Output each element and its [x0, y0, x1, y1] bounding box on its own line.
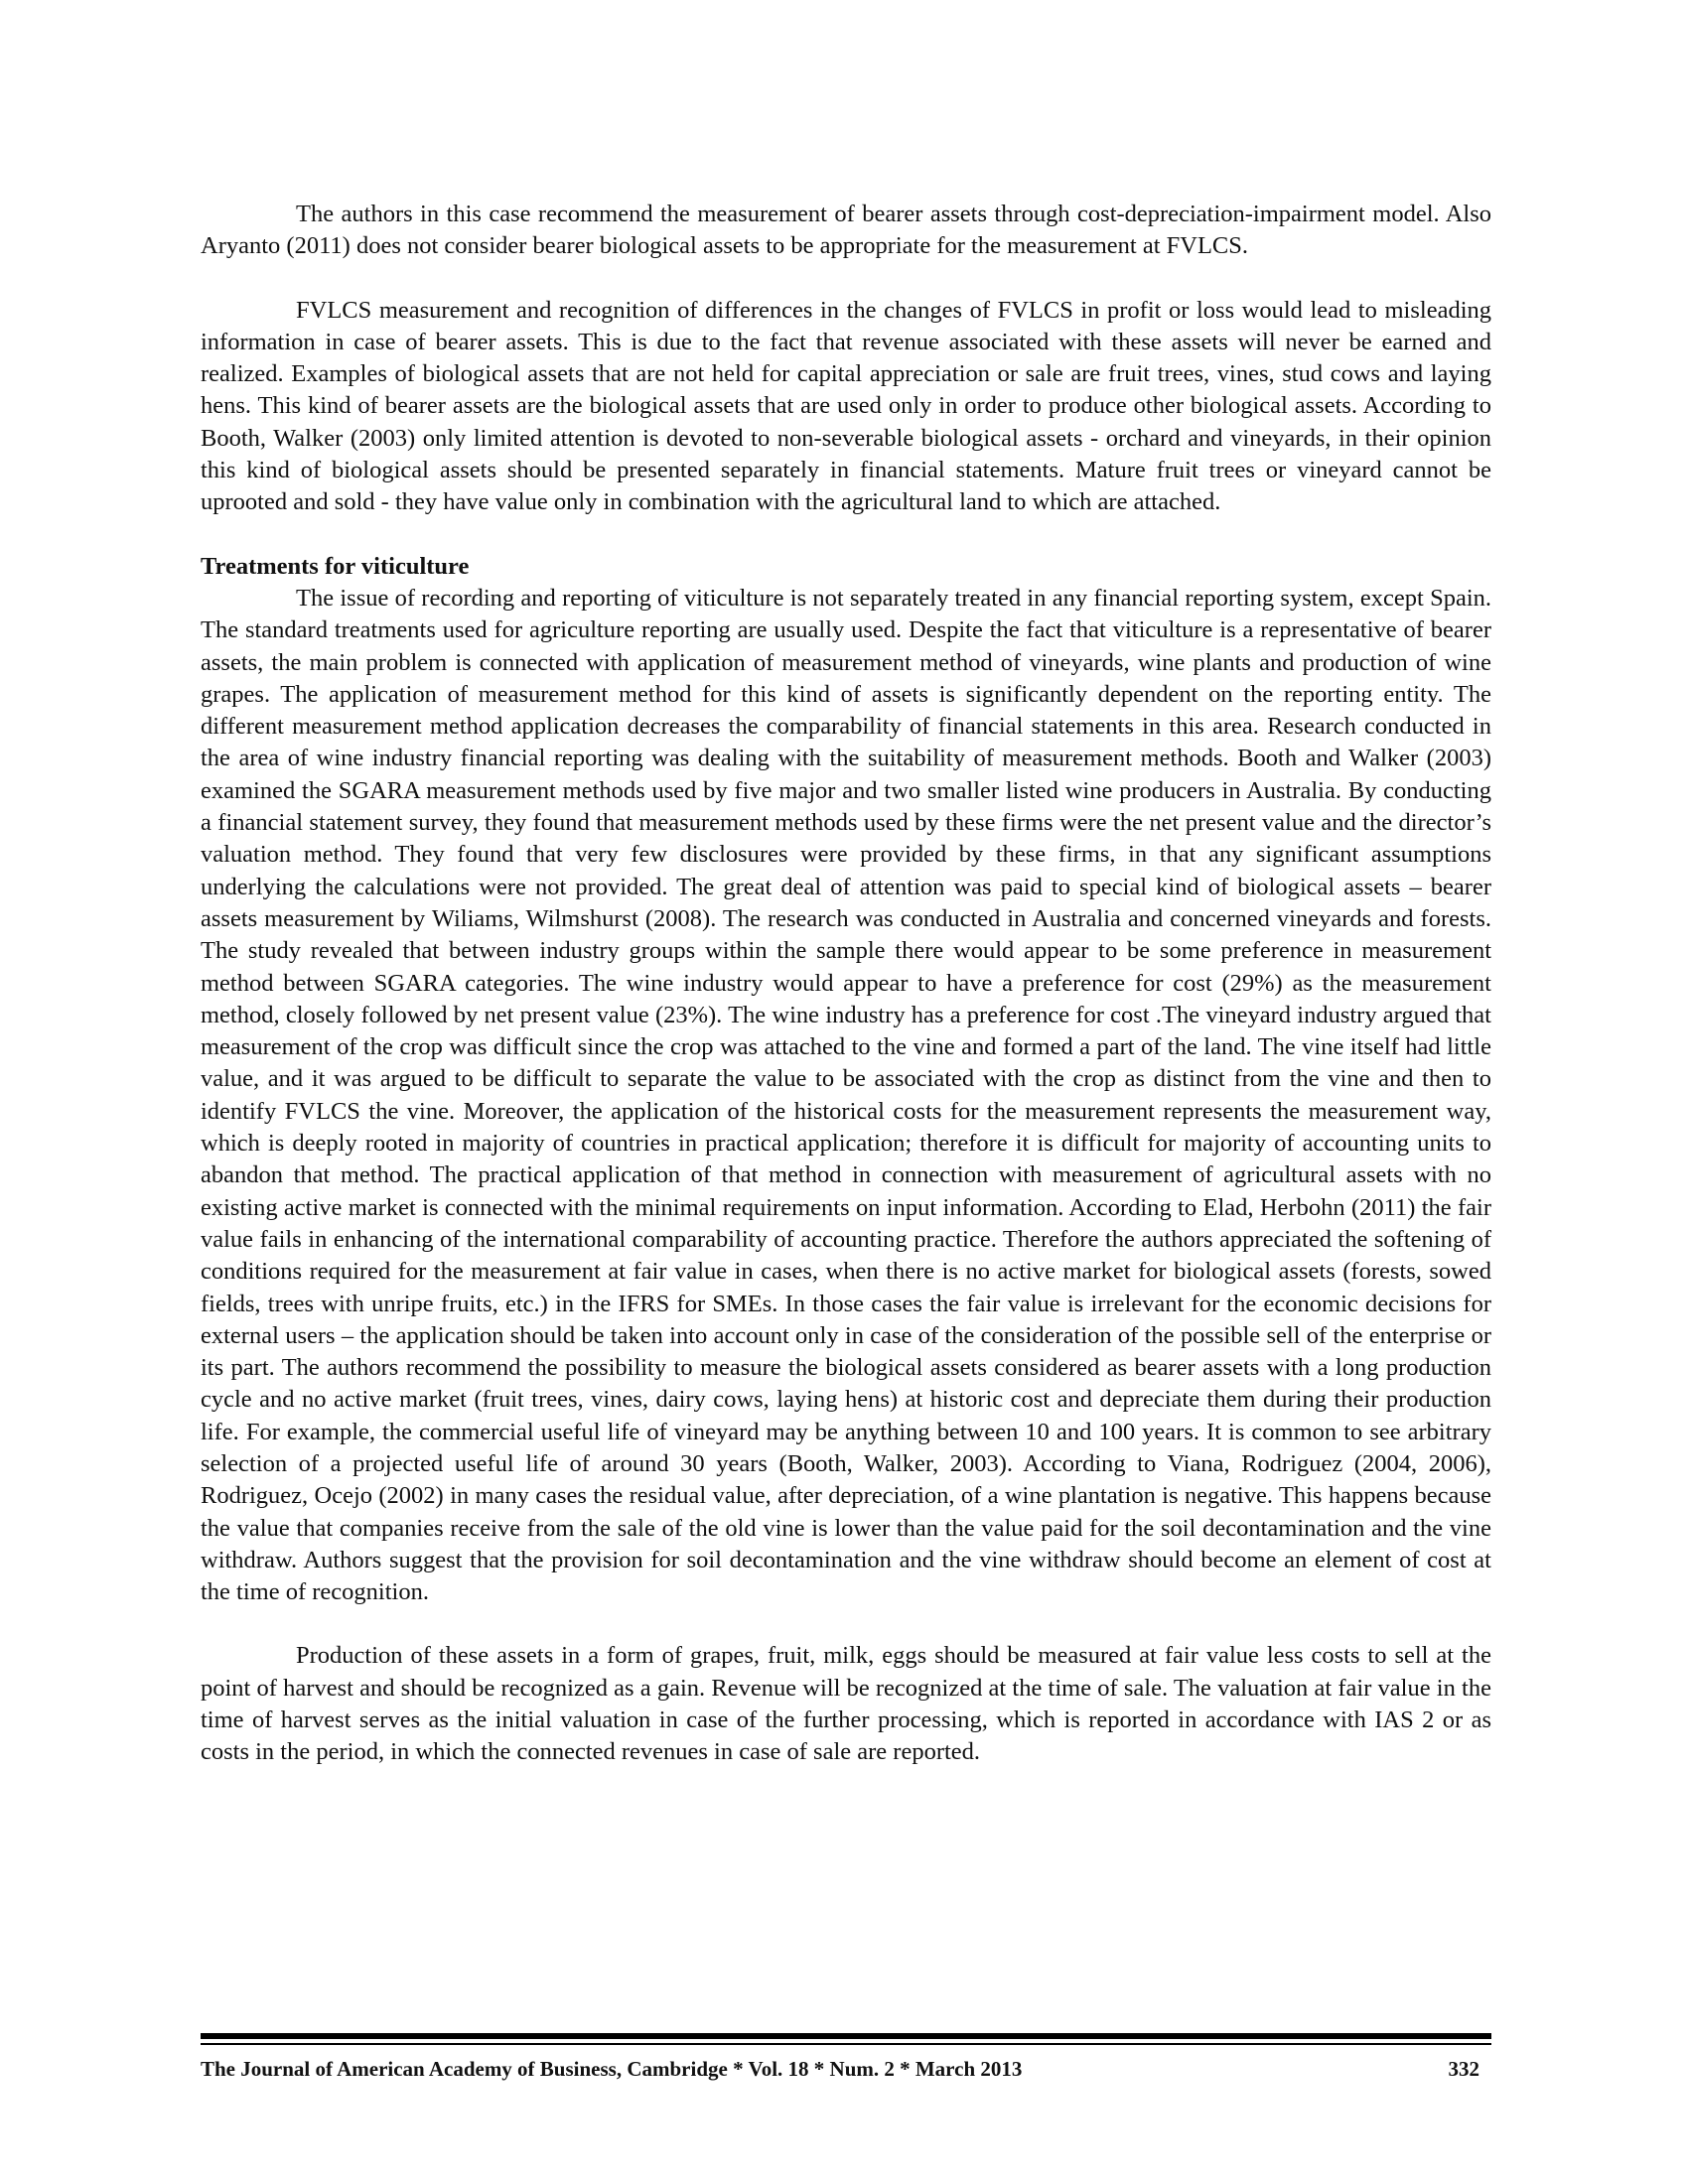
page-number: 332	[1448, 2057, 1479, 2081]
body-paragraph-1: The authors in this case recommend the measurement of bearer assets through cost-depreciation-impairment model. Also Aryanto (2011) does not consider bearer biological assets to be appropriate for the measurement at FVLCS.	[201, 201, 1491, 260]
footer-rule-thick	[201, 2033, 1491, 2039]
body-paragraph-2: FVLCS measurement and recognition of differences in the changes of FVLCS in profit or loss would lead to misleading information in case of bearer assets. This is due to the fact that revenue associated with these assets will never be earned and realized. Examples of biological assets that are not held for capital appreciation or sale are fruit trees, vines, stud cows and laying hens. This kind of bearer assets are the biological assets that are used only in order to produce other biological assets. According to Booth, Walker (2003) only limited attention is devoted to non-severable biological assets - orchard and vineyards, in their opinion this kind of biological assets should be presented separately in financial statements. Mature fruit trees or vineyard cannot be uprooted and sold - they have value only in combination with the agricultural land to which are attached.	[201, 296, 1491, 516]
journal-citation: The Journal of American Academy of Business, Cambridge * Vol. 18 * Num. 2 * March 2013	[201, 2057, 1023, 2081]
section-paragraph-1: The issue of recording and reporting of viticulture is not separately treated in any financial reporting system, except Spain. The standard treatments used for agriculture reporting are usually used. Despite the fact that viticulture is a representative of bearer assets, the main problem is connected with application of measurement method of vineyards, wine plants and production of wine grapes. The application of measurement method for this kind of assets is significantly dependent on the reporting entity. The different measurement method application decreases the comparability of financial statements in this area. Research conducted in the area of wine industry financial reporting was dealing with the suitability of measurement methods. Booth and Walker (2003) examined the SGARA measurement methods used by five major and two smaller listed wine producers in Australia. By conducting a financial statement survey, they found that measurement methods used by these firms were the net present value and the director’s valuation method. They found that very few disclosures were provided by these firms, in that any significant assumptions underlying the calculations were not provided. The great deal of attention was paid to special kind of biological assets – bearer assets measurement by Wiliams, Wilmshurst (2008). The research was conducted in Australia and concerned vineyards and forests. The study revealed that between industry groups within the sample there would appear to be some preference in measurement method between SGARA categories. The wine industry would appear to have a preference for cost (29%) as the measurement method, closely followed by net present value (23%). The wine industry has a preference for cost .The vineyard industry argued that measurement of the crop was difficult since the crop was attached to the vine and formed a part of the land. The vine itself had little value, and it was argued to be difficult to separate the value to be associated with the crop as distinct from the vine and then to identify FVLCS the vine. Moreover, the application of the historical costs for the measurement represents the measurement way, which is deeply rooted in majority of countries in practical application; therefore it is difficult for majority of accounting units to abandon that method. The practical application of that method in connection with measurement of agricultural assets with no existing active market is connected with the minimal requirements on input information. According to Elad, Herbohn (2011) the fair value fails in enhancing of the international comparability of accounting practice. Therefore the authors appreciated the softening of conditions required for the measurement at fair value in cases, when there is no active market for biological assets (forests, sowed fields, trees with unripe fruits, etc.) in the IFRS for SMEs. In those cases the fair value is irrelevant for the economic decisions for external users – the application should be taken into account only in case of the consideration of the possible sell of the enterprise or its part. The authors recommend the possibility to measure the biological assets considered as bearer assets with a long production cycle and no active market (fruit trees, vines, dairy cows, laying hens) at historic cost and depreciate them during their production life. For example, the commercial useful life of vineyard may be anything between 10 and 100 years. It is common to see arbitrary selection of a projected useful life of around 30 years (Booth, Walker, 2003). According to Viana, Rodriguez (2004, 2006), Rodriguez, Ocejo (2002) in many cases the residual value, after depreciation, of a wine plantation is negative. This happens because the value that companies receive from the sale of the old vine is lower than the value paid for the soil decontamination and the vine withdraw. Authors suggest that the provision for soil decontamination and the vine withdraw should become an element of cost at the time of recognition.	[201, 584, 1491, 1606]
section-paragraph-2: Production of these assets in a form of grapes, fruit, milk, eggs should be measured at fair value less costs to sell at the point of harvest and should be recognized as a gain. Revenue will be recognized at the time of sale. The valuation at fair value in the time of harvest serves as the initial valuation in case of the further processing, which is reported in accordance with IAS 2 or as costs in the period, in which the connected revenues in case of sale are reported.	[201, 1642, 1491, 1766]
section-heading: Treatments for viticulture	[201, 552, 470, 580]
page-body	[201, 199, 1491, 1769]
footer-rule-thin	[201, 2043, 1491, 2045]
